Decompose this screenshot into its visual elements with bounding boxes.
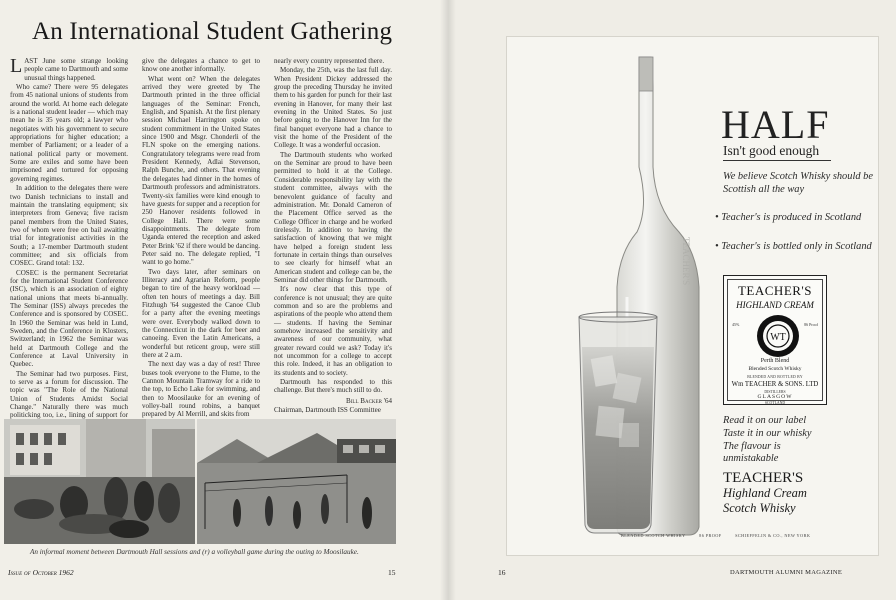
article-column-1 [10,55,128,420]
article-column-2 [142,57,260,419]
whisky-label [723,275,827,405]
paragraph: COSEC is the permanent Secretariat for the International Student Conference (ISC), which is an association of eighty national unions that meets bi-annually. The Seminar (ISS) always precedes the Conference and is sponsored by COSEC. In 1960 the Seminar was held in Lund, Sweden, and the Conference in Klosters, Switzerland; in 1962 the Seminar was held at Dartmouth College and the Conference at Laval University in Quebec. [10,268,128,369]
issue-date: Issue of October 1962 [8,568,74,577]
photo-caption: An informal moment between Dartmouth Hall sessions and (r) a volleyball game during the outing to Moosilauke. [30,548,359,556]
author-signature: Bill Backer '64 [346,396,392,405]
paragraph: Dartmouth has responded to this challenge. But there's much still to do. [274,378,392,395]
brand-type: Scotch Whisky [723,501,796,515]
label-city: GLASGOW [757,394,793,400]
subhead-rule [723,160,831,161]
ad-bullet: • Teacher's is bottled only in Scotland [715,241,872,252]
tagline-line: unmistakable [723,453,779,465]
tagline-line: Read it on our label [723,415,807,426]
article-title: An International Student Gathering [32,18,393,45]
paragraph: give the delegates a chance to get to know one another informally. [142,57,260,74]
bottle-embossing: TEACHER'S [681,237,691,286]
brand-variety: Highland Cream [723,486,807,500]
ad-bullet: • Teacher's is produced in Scotland [715,212,862,223]
author-title: Chairman, Dartmouth ISS Committee [274,406,381,415]
paragraph: Monday, the 25th, was the last full day. When President Dickey addressed the group the preceding Thursday he invited them to his garden for punch for their last evening in Hanover, for many their last evening in the United States. So just before going to the Hanover Inn for the final banquet everyone had a chance to visit the home of the President of the College. It was a wonderful occasion. [274,66,392,150]
label-perth-blend: Perth Blend [760,358,790,364]
label-percent: 45% [732,322,740,327]
paragraph: It's now clear that this type of conference is not unusual; they are quite common and so are the problems and aspirations of the people who attend them — students. If having the Seminar somehow increased the sensitivity and awareness of our community, what greater reward could we ask? Today it's not uncommon for a college to accept this role. Indeed, it has an obligation to its students and to society. [274,285,392,377]
label-proof: 86 Proof [804,322,818,327]
paragraph: Who came? There were 95 delegates from 45 national unions of students from around the world. At home each delegate is a national student leader — which may mean he is 35 years old; a lawyer who negotiates with his government to secure appropriations for higher education; a member of Parliament; or a leader of a national political party or movement. Some are exiles and some have been imprisoned and tortured for opposing governing regimes. [10,83,128,183]
tagline-line: Taste it in our whisky [723,427,812,439]
label-company: Wm TEACHER & SONS. LTD [731,381,819,388]
photo-dartmouth-hall [4,419,195,544]
ad-tagline [723,415,863,466]
photo-volleyball-game [197,419,396,544]
paragraph: What went on? When the delegates arrived they were greeted by The Dartmouth printed in the three official languages of the Seminar: French, English, and Spanish. At the first plenary session Michael Harrington spoke on student commitment in the United States since 1900 and Msgr. Chonderli of the FLN spoke on the emerging nations. Congratulatory telegrams were read from President Kennedy, Adlai Stevenson, Ralph Bunche, and others. That evening the delegates had dinner in the homes of Dartmouth professors and administrators. Twenty-six families were kind enough to have guests for supper and a reception for 250 Hanover residents followed in College Hall. There were some disappointments. The delegate from Uganda entered the reception and asked Peter Brink '62 if there would be dancing. Peter said no. The delegate replied, "I want to go home." [142,74,260,267]
ad-fine-print [621,533,822,538]
bottled-in-scotland-seal-icon [756,314,800,358]
page-gutter [440,0,456,600]
fine-print-item: SCHIEFFELIN & CO., NEW YORK [735,533,811,538]
tagline-line: The flavour is [723,440,781,452]
paragraph: LAST June some strange looking people came to Dartmouth and some unusual things happened. [10,55,128,82]
label-highland-cream: HIGHLAND CREAM [736,300,814,310]
label-country: SCOTLAND [764,401,786,405]
fine-print-item: BLENDED SCOTCH WHISKY [621,533,686,538]
ad-subhead: Isn't good enough [723,143,820,158]
label-bottled-by: BLENDED AND BOTTLED BY [747,375,803,379]
teachers-whisky-ad [506,36,879,556]
paragraph: Two days later, after seminars on Illiteracy and Agrarian Reform, people began to tire of the heavy workload — often ten hours of meetings a day. Bill Fitzhugh '64 suggested the Canoe Club for a party after the evening meetings were over. Everybody walked down to the Connecticut in the dark for beer and canoeing. Even the Latin Americans, a wonderful but reticent group, were still there at 2 a.m. [142,267,260,360]
label-distillers: DISTILLERS [764,390,786,394]
paragraph: In addition to the delegates there were two Danish technicians to install and maintain the translating equipment; six interpreters from Geneva; five racism panel members from the United States, two of whom were free on bail awaiting trial for integrationist activities in the South; a 17-member Dartmouth student committee; and six officials from COSEC. Grand total: 132. [10,184,128,268]
ad-headline: HALF [721,102,830,147]
drop-cap: L [10,55,23,77]
ad-brand-block [723,471,873,516]
paragraph: The Seminar had two purposes. First, to serve as a forum for discussion. The topic was "The Role of the National Union of Students Amidst Social Change." Naturally there was much politicking too, i.e., lining of support for [10,369,128,420]
paragraph: The Dartmouth students who worked on the Seminar are proud to have been permitted to hold it at the College. Considerable responsibility lay with the student committee, always with the benevolent guidance of faculty and administration. Mr. Donald Cameron of the Placement Office served as the College Officer in charge and he worked tirelessly. In addition to having the satisfaction of knowing that we might have helped a foreign student less fortunate in certain things than ourselves to see clearly for himself what an American student and college can be, the Seminar did other things for Dartmouth. [274,150,392,284]
fine-print-item: 86 PROOF [699,533,722,538]
bottle-and-glass-illustration [579,57,729,537]
page-number-left: 15 [388,568,396,577]
page-number-right: 16 [498,568,506,577]
brand-name: TEACHER'S [723,470,804,486]
label-brand: TEACHER'S [737,283,812,298]
article-column-3 [274,57,392,415]
magazine-name: DARTMOUTH ALUMNI MAGAZINE [730,569,843,576]
ad-body-copy: We believe Scotch Whisky should be Scottish all the way [723,171,873,195]
seal-monogram: WT [770,332,786,343]
label-blended: Blended Scotch Whisky [748,366,802,372]
paragraph: The next day was a day of rest! Three buses took everyone to the Flume, to the Cannon Mountain Tramway for a ride to the top, to Echo Lake for swimming, and then to Moosilauke for an evening of volley-ball round robins, a banquet prepared by Al Merrill, and skits from [142,360,260,419]
paragraph: nearly every country represented there. [274,57,385,65]
